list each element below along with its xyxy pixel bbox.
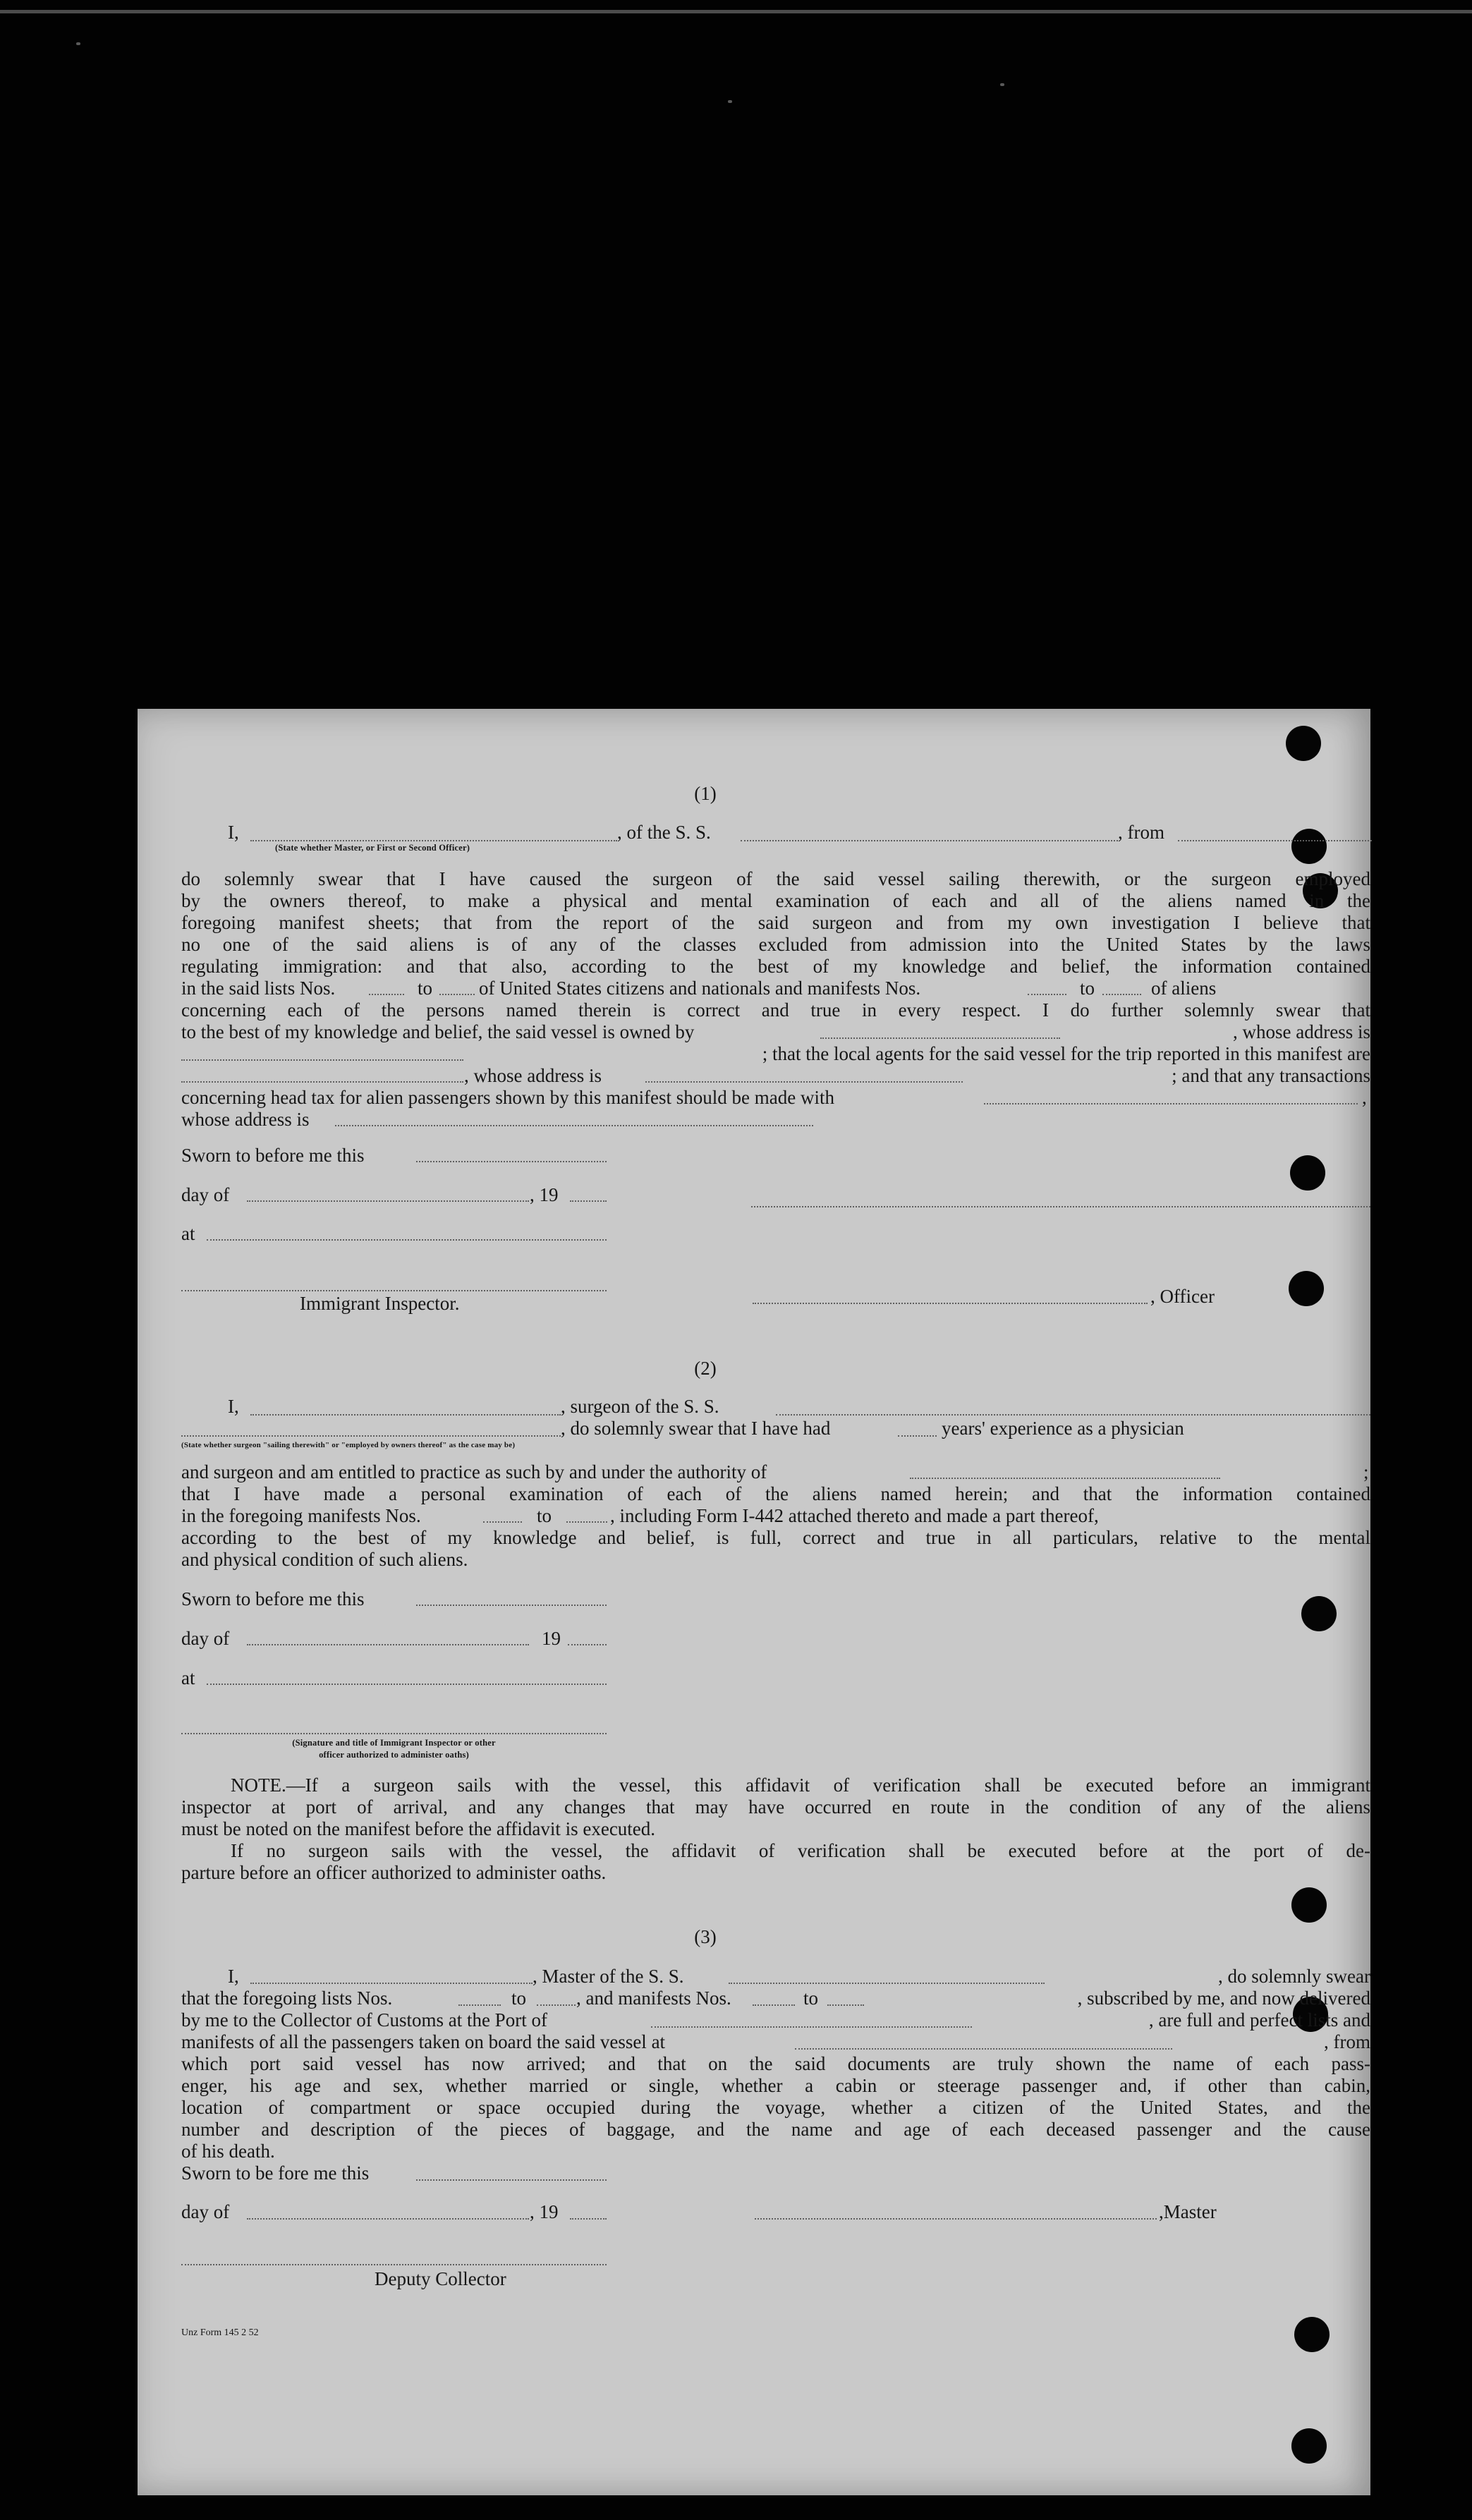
note-line: If no surgeon sails with the vessel, the affidavit of verification shall be executed before at the port of de-: [231, 1840, 1370, 1861]
surgeon-manifests-to-field[interactable]: [566, 1521, 607, 1523]
year-field[interactable]: [568, 1644, 607, 1645]
sworn-date-field[interactable]: [416, 1161, 607, 1162]
lists-from-field[interactable]: [458, 2004, 501, 2006]
foregoing-manifests-label: in the foregoing manifests Nos.: [181, 1505, 421, 1526]
surgeon-name-field[interactable]: [250, 1414, 561, 1416]
month-field[interactable]: [247, 2218, 529, 2220]
inspector-label: Immigrant Inspector.: [300, 1293, 460, 1314]
oath-2-body-line: and physical condition of such aliens.: [181, 1549, 468, 1570]
month-field[interactable]: [247, 1644, 529, 1645]
master-signature-field[interactable]: [755, 2218, 1157, 2220]
year-field[interactable]: [570, 1200, 607, 1202]
collector-port-label: by me to the Collector of Customs at the Port of: [181, 2009, 547, 2031]
surgeon-ss-label: , surgeon of the S. S.: [561, 1396, 719, 1417]
manifests-to-field[interactable]: [827, 2004, 864, 2006]
form-i442-label: , including Form I-442 attached thereto and made a part thereof,: [610, 1505, 1099, 1526]
manifests-to-label: to: [1080, 978, 1095, 999]
oath-2-i: I,: [228, 1396, 239, 1417]
scan-speck: [1000, 83, 1004, 86]
punch-hole: [1291, 2428, 1327, 2464]
punch-hole: [1294, 2317, 1330, 2352]
taken-on-board-label: manifests of all the passengers taken on board the said vessel at: [181, 2031, 666, 2052]
owner-field[interactable]: [820, 1037, 1060, 1039]
year-prefix: , 19: [530, 2201, 559, 2222]
master-label: ,Master: [1159, 2201, 1217, 2222]
surgeon-status-field[interactable]: [181, 1435, 561, 1437]
oath-2-body-line: that I have made a personal examination of each of the aliens named herein; and that the information contained: [181, 1483, 1370, 1504]
years-experience-label: years' experience as a physician: [942, 1418, 1184, 1439]
sworn-date-field[interactable]: [416, 1605, 607, 1606]
foregoing-lists-label: that the foregoing lists Nos.: [181, 1988, 393, 2009]
oath-1-body-line: do solemnly swear that I have caused the surgeon of the said vessel sailing therewith, or the surgeon employed: [181, 868, 1370, 889]
authority-label: and surgeon and am entitled to practice as such by and under the authority of: [181, 1461, 767, 1483]
owned-by-label: to the best of my knowledge and belief, the said vessel is owned by: [181, 1021, 695, 1042]
scan-speck: [76, 42, 80, 45]
manifests-to-label: to: [803, 1988, 819, 2009]
year-field[interactable]: [570, 2218, 607, 2220]
authority-field[interactable]: [910, 1478, 1220, 1479]
semicolon: ;: [1363, 1461, 1369, 1483]
lists-to-field[interactable]: [537, 2004, 576, 2006]
transactions-label: ; and that any transactions: [1172, 1065, 1370, 1086]
punch-hole: [1289, 1271, 1324, 1306]
oath-1-body-line: foregoing manifest sheets; that from the report of the said surgeon and from my own investigation I believe that: [181, 912, 1370, 933]
section-1-number: (1): [694, 783, 717, 804]
sworn-label: Sworn to before me this: [181, 1145, 365, 1166]
officer-rank-caption: (State whether Master, or First or Second Officer): [275, 843, 470, 853]
whose-address-label: whose address is: [181, 1109, 310, 1130]
note-line: NOTE.—If a surgeon sails with the vessel, this affidavit of verification shall be executed before an immigrant: [231, 1775, 1370, 1796]
officer-signature-field[interactable]: [751, 1206, 1370, 1207]
signature-caption: officer authorized to administer oaths): [319, 1750, 469, 1760]
oath-3-i: I,: [228, 1966, 239, 1987]
note-line: parture before an officer authorized to administer oaths.: [181, 1862, 607, 1883]
solemnly-swear-label: , do solemnly swear: [1218, 1966, 1370, 1987]
note-line: inspector at port of arrival, and any changes that may have occurred en route in the condition of any of the aliens: [181, 1796, 1370, 1818]
place-field[interactable]: [207, 1684, 607, 1685]
vessel-name-field[interactable]: [741, 840, 1118, 841]
month-field[interactable]: [247, 1200, 529, 1202]
day-of-label: day of: [181, 1628, 230, 1649]
manifests-nos-label: , and manifests Nos.: [576, 1988, 731, 2009]
form-number: Unz Form 145 2 52: [181, 2327, 259, 2338]
oath-3-body-line: number and description of the pieces of baggage, and the name and age of each deceased passenger and the cause: [181, 2119, 1370, 2140]
oath-3-body-line: of his death.: [181, 2141, 275, 2162]
signature-caption: (Signature and title of Immigrant Inspector or other: [292, 1738, 496, 1748]
scan-top-edge: [0, 10, 1472, 13]
master-vessel-field[interactable]: [729, 1983, 1045, 1984]
surgeon-status-caption: (State whether surgeon "sailing therewith" or "employed by owners thereof" as the case may be): [181, 1441, 516, 1449]
inspector-signature-field[interactable]: [181, 1733, 607, 1734]
oath-1-body-line: by the owners thereof, to make a physical and mental examination of each and all of the aliens named in the: [181, 890, 1370, 911]
sworn-label: Sworn to be fore me this: [181, 2162, 370, 2184]
of-aliens-label: of aliens: [1151, 978, 1217, 999]
local-agents-label: ; that the local agents for the said vessel for the trip reported in this manifest are: [762, 1043, 1370, 1064]
place-field[interactable]: [207, 1239, 607, 1241]
collector-signature-field[interactable]: [181, 2264, 607, 2265]
oath-3-body-line: which port said vessel has now arrived; and that on the said documents are truly shown the name of each pass-: [181, 2053, 1370, 2074]
head-tax-agent-field[interactable]: [984, 1103, 1358, 1104]
note-line: must be noted on the manifest before the affidavit is executed.: [181, 1818, 656, 1839]
oath-3-body-line: enger, his age and sex, whether married or single, whether a cabin or steerage passenger and, if other than cabin,: [181, 2075, 1370, 2096]
agents-address-field[interactable]: [645, 1081, 963, 1083]
deputy-collector-label: Deputy Collector: [375, 2268, 506, 2289]
scan-speck: [728, 100, 732, 103]
manifests-from-field[interactable]: [753, 2004, 795, 2006]
comma: ,: [1362, 1087, 1367, 1108]
manifests-to-field[interactable]: [1102, 994, 1141, 995]
day-of-label: day of: [181, 2201, 230, 2222]
agents-address-label: , whose address is: [464, 1065, 602, 1086]
officer-title-field[interactable]: [753, 1303, 1148, 1304]
form-page: [138, 709, 1370, 2495]
lists-to-label: to: [511, 1988, 527, 2009]
at-label: at: [181, 1223, 195, 1244]
section-2-number: (2): [694, 1358, 717, 1379]
master-name-field[interactable]: [250, 1983, 533, 1984]
owner-address-field[interactable]: [181, 1059, 463, 1061]
oath-2-body-line: according to the best of my knowledge and belief, is full, correct and true in all particulars, relative to the mental: [181, 1527, 1370, 1548]
lists-from-field[interactable]: [369, 994, 404, 995]
from-label: , from: [1118, 822, 1164, 843]
punch-hole: [1291, 829, 1327, 864]
owner-address-label: , whose address is: [1233, 1021, 1370, 1042]
from-label: , from: [1324, 2031, 1370, 2052]
lists-to-field[interactable]: [439, 994, 475, 995]
lists-nos-label: in the said lists Nos.: [181, 978, 336, 999]
subscribed-label: , subscribed by me, and now delivered: [1077, 1988, 1370, 2009]
boarding-port-field[interactable]: [795, 2048, 1172, 2050]
inspector-signature-field[interactable]: [181, 1290, 607, 1291]
head-tax-address-field[interactable]: [335, 1125, 813, 1126]
local-agents-field[interactable]: [181, 1081, 463, 1083]
oath-1-body-line: concerning each of the persons named therein is correct and true in every respect. I do further solemnly swear that: [181, 999, 1370, 1021]
officer-name-field[interactable]: [250, 840, 617, 841]
lists-to-label: to: [418, 978, 433, 999]
citizens-manifests-label: of United States citizens and nationals and manifests Nos.: [479, 978, 921, 999]
head-tax-label: concerning head tax for alien passengers shown by this manifest should be made with: [181, 1087, 835, 1108]
perfect-lists-label: , are full and perfect lists and: [1148, 2009, 1370, 2031]
years-field[interactable]: [898, 1435, 937, 1437]
punch-hole: [1301, 1596, 1337, 1631]
at-label: at: [181, 1667, 195, 1688]
oath-1-body-line: regulating immigration: and that also, according to the best of my knowledge and belief, the information contained: [181, 956, 1370, 977]
officer-label: , Officer: [1150, 1286, 1215, 1307]
section-3-number: (3): [694, 1926, 717, 1947]
punch-hole: [1290, 1155, 1325, 1191]
year-prefix: 19: [542, 1628, 561, 1649]
oath-3-body-line: location of compartment or space occupied during the voyage, whether a citizen of the United States, and the: [181, 2097, 1370, 2118]
day-of-label: day of: [181, 1184, 230, 1205]
punch-hole: [1286, 726, 1321, 761]
of-ss-label: , of the S. S.: [617, 822, 711, 843]
surgeon-manifests-from-field[interactable]: [483, 1521, 522, 1523]
departure-port-field[interactable]: [1178, 840, 1372, 841]
customs-port-field[interactable]: [651, 2026, 972, 2028]
manifests-from-field[interactable]: [1028, 994, 1066, 995]
master-ss-label: , Master of the S. S.: [533, 1966, 684, 1987]
sworn-label: Sworn to before me this: [181, 1588, 365, 1609]
oath-1-body-line: no one of the said aliens is of any of the classes excluded from admission into the United States by the laws: [181, 934, 1370, 955]
oath-1-i: I,: [228, 822, 239, 843]
surgeon-vessel-field[interactable]: [776, 1414, 1370, 1416]
swear-experience-label: , do solemnly swear that I have had: [561, 1418, 831, 1439]
sworn-date-field[interactable]: [416, 2179, 607, 2181]
year-prefix: , 19: [530, 1184, 559, 1205]
punch-hole: [1291, 1887, 1327, 1923]
manifests-to-label: to: [537, 1505, 552, 1526]
